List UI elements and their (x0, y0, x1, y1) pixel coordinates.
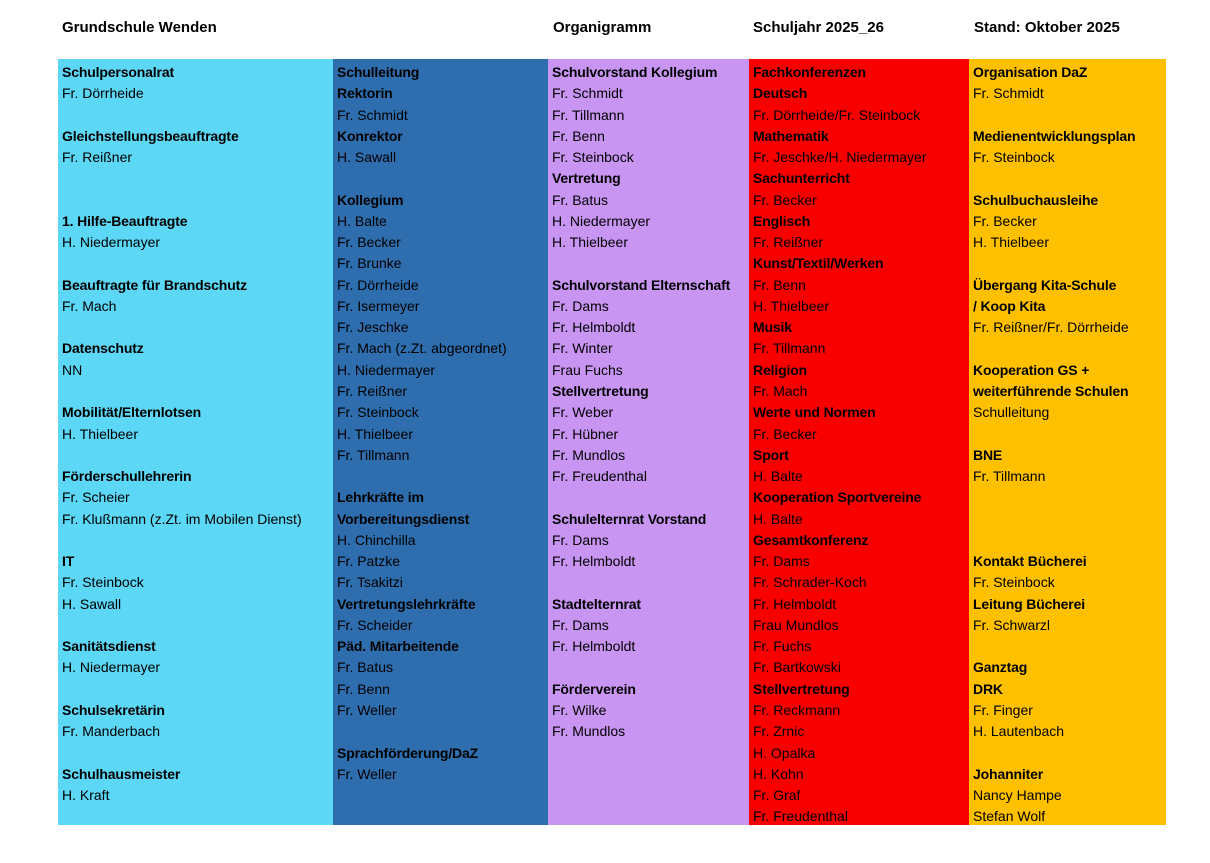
blank-line (62, 105, 329, 126)
section-heading: Organisation DaZ (973, 64, 1088, 80)
person-name: Nancy Hampe (973, 787, 1062, 804)
person-name: Fr. Weller (337, 765, 397, 782)
section-heading: Johanniter (973, 765, 1044, 782)
section-heading: Schulleitung (337, 64, 420, 80)
section-heading: Schulelternrat Vorstand (552, 510, 707, 527)
person-name: Fr. Mach (z.Zt. abgeordnet) (337, 340, 507, 357)
column-fachkonferenzen (749, 59, 969, 825)
person-name: Fr. Dams (753, 553, 810, 570)
blank-line (62, 530, 329, 551)
section-heading: IT (62, 553, 75, 570)
section-heading: Englisch (753, 212, 811, 229)
person-name: Fr. Steinbock (337, 404, 419, 421)
person-name: Fr. Zrnic (753, 723, 805, 740)
blank-line (62, 615, 329, 636)
section-heading: 1. Hilfe-Beauftragte (62, 212, 188, 229)
blank-line (552, 806, 745, 825)
person-name: Schulleitung (973, 404, 1050, 421)
blank-line (973, 253, 1162, 274)
person-name: Fr. Mundlos (552, 446, 626, 463)
section-heading: Lehrkräfte im (337, 489, 424, 506)
section-heading: Beauftragte für Brandschutz (62, 276, 247, 293)
person-name: Fr. Bartkowski (753, 659, 841, 676)
person-name: H. Kraft (62, 787, 110, 804)
person-name: Fr. Steinbock (973, 149, 1055, 166)
blank-line (552, 572, 745, 593)
blank-line (337, 168, 544, 189)
person-name: Fr. Dörrheide (62, 85, 144, 102)
person-name: Fr. Jeschke/H. Niedermayer (753, 149, 927, 166)
section-heading: Schulbuchausleihe (973, 191, 1099, 208)
section-heading: Schulvorstand Elternschaft (552, 276, 731, 293)
person-name: Fr. Klußmann (z.Zt. im Mobilen Dienst) (62, 510, 302, 527)
column-organisation (969, 59, 1166, 825)
section-heading: Förderschullehrerin (62, 468, 192, 485)
person-name: Fr. Helmboldt (552, 638, 636, 655)
person-name: Fr. Steinbock (973, 574, 1055, 591)
blank-line (973, 487, 1162, 508)
section-heading: Sanitätsdienst (62, 638, 156, 655)
section-heading: Konrektor (337, 127, 403, 144)
person-name: Fr. Reißner/Fr. Dörrheide (973, 319, 1129, 336)
column-schulleitung-kollegium (333, 59, 548, 825)
section-heading: Mathematik (753, 127, 829, 144)
person-name: Fr. Helmboldt (552, 553, 636, 570)
person-name: Fr. Steinbock (552, 149, 634, 166)
blank-line (62, 381, 329, 402)
person-name: Fr. Manderbach (62, 723, 161, 740)
person-name: Fr. Patzke (337, 553, 401, 570)
person-name: Fr. Scheider (337, 616, 413, 633)
section-heading: Fachkonferenzen (753, 64, 866, 80)
section-heading: Sport (753, 446, 789, 463)
person-name: Fr. Dams (552, 297, 609, 314)
blank-line (62, 190, 329, 211)
section-heading: Leitung Bücherei (973, 595, 1085, 612)
section-heading: Schulhausmeister (62, 765, 181, 782)
column-beauftragte (58, 59, 333, 825)
person-name: Fr. Steinbock (62, 574, 144, 591)
blank-line (973, 530, 1162, 551)
blank-line (62, 253, 329, 274)
person-name: Fr. Batus (337, 659, 394, 676)
blank-line (973, 338, 1162, 359)
person-name: H. Thielbeer (62, 425, 139, 442)
person-name: H. Niedermayer (62, 659, 161, 676)
blank-line (552, 253, 745, 274)
section-heading: Werte und Normen (753, 404, 876, 421)
page-title: Organigramm (553, 19, 652, 36)
section-heading: Musik (753, 319, 792, 336)
person-name: Fr. Graf (753, 787, 801, 804)
section-heading: Deutsch (753, 85, 808, 102)
person-name: Fr. Mach (62, 297, 117, 314)
person-name: H. Chinchilla (337, 531, 416, 548)
blank-line (62, 743, 329, 764)
blank-line (337, 806, 544, 825)
section-heading: Stellvertretung (552, 382, 649, 399)
person-name: Fr. Jeschke (337, 319, 409, 336)
blank-line (973, 424, 1162, 445)
section-heading: Vertretung (552, 170, 621, 187)
person-name: Fr. Tsakitzi (337, 574, 403, 591)
section-heading: Stadtelternrat (552, 595, 641, 612)
person-name: Fr. Benn (337, 680, 390, 697)
section-heading: Vorbereitungsdienst (337, 510, 470, 527)
blank-line (973, 509, 1162, 530)
person-name: Fr. Weber (552, 404, 614, 421)
person-name: Fr. Schmidt (552, 85, 623, 102)
person-name: Fr. Brunke (337, 255, 402, 272)
blank-line (62, 317, 329, 338)
person-name: Fr. Reckmann (753, 701, 841, 718)
person-name: Fr. Reißner (753, 234, 824, 251)
person-name: Fr. Schmidt (973, 85, 1044, 102)
section-heading: Sprachförderung/DaZ (337, 744, 479, 761)
blank-line (973, 105, 1162, 126)
blank-line (62, 445, 329, 466)
section-heading: Kontakt Bücherei (973, 553, 1087, 570)
person-name: Fr. Tillmann (753, 340, 826, 357)
blank-line (337, 721, 544, 742)
section-heading: Kollegium (337, 191, 404, 208)
person-name: Fr. Becker (337, 234, 401, 251)
person-name: Fr. Reißner (62, 149, 133, 166)
blank-line (62, 806, 329, 825)
person-name: Fr. Dams (552, 531, 609, 548)
person-name: Fr. Becker (973, 212, 1037, 229)
person-name: Fr. Schwarzl (973, 616, 1051, 633)
person-name: Fr. Wilke (552, 701, 607, 718)
person-name: H. Kohn (753, 765, 804, 782)
person-name: Fr. Scheier (62, 489, 130, 506)
section-heading: / Koop Kita (973, 297, 1046, 314)
blank-line (62, 168, 329, 189)
school-year-label: Schuljahr 2025_26 (753, 19, 884, 36)
person-name: Fr. Finger (973, 701, 1033, 718)
person-name: Fr. Weller (337, 701, 397, 718)
person-name: H. Balte (337, 212, 387, 229)
person-name: Frau Fuchs (552, 361, 623, 378)
person-name: Fr. Schmidt (337, 106, 408, 123)
person-name: Fr. Becker (753, 425, 817, 442)
person-name: Fr. Freudenthal (552, 468, 647, 485)
person-name: Fr. Dams (552, 616, 609, 633)
person-name: H. Niedermayer (62, 234, 161, 251)
blank-line (973, 743, 1162, 764)
blank-line (973, 636, 1162, 657)
person-name: H. Opalka (753, 744, 816, 761)
section-heading: Förderverein (552, 680, 636, 697)
section-heading: Rektorin (337, 85, 393, 102)
person-name: Fr. Isermeyer (337, 297, 420, 314)
person-name: Fr. Hübner (552, 425, 619, 442)
section-heading: Medienentwicklungsplan (973, 127, 1136, 144)
section-heading: Mobilität/Elternlotsen (62, 404, 202, 421)
person-name: Fr. Mach (753, 382, 808, 399)
blank-line (337, 466, 544, 487)
person-name: NN (62, 361, 83, 378)
person-name: H. Thielbeer (337, 425, 414, 442)
section-heading: Schulsekretärin (62, 701, 165, 718)
person-name: H. Thielbeer (973, 234, 1050, 251)
person-name: Fr. Tillmann (337, 446, 410, 463)
person-name: Fr. Batus (552, 191, 609, 208)
person-name: Fr. Reißner (337, 382, 408, 399)
person-name: Fr. Becker (753, 191, 817, 208)
person-name: H. Thielbeer (552, 234, 629, 251)
section-heading: Sachunterricht (753, 170, 850, 187)
person-name: Fr. Benn (753, 276, 806, 293)
person-name: Frau Mundlos (753, 616, 839, 633)
section-heading: BNE (973, 446, 1003, 463)
blank-line (337, 785, 544, 806)
person-name: H. Balte (753, 468, 803, 485)
person-name: Fr. Schrader-Koch (753, 574, 867, 591)
person-name: Stefan Wolf (973, 808, 1046, 825)
person-name: H. Sawall (337, 149, 397, 166)
blank-line (973, 168, 1162, 189)
section-heading: Schulpersonalrat (62, 64, 174, 80)
column-gremien (548, 59, 749, 825)
section-heading: Gesamtkonferenz (753, 531, 869, 548)
section-heading: Päd. Mitarbeitende (337, 638, 459, 655)
section-heading: Kunst/Textil/Werken (753, 255, 884, 272)
section-heading: Stellvertretung (753, 680, 850, 697)
section-heading: Schulvorstand Kollegium (552, 64, 718, 80)
person-name: Fr. Benn (552, 127, 605, 144)
blank-line (552, 657, 745, 678)
blank-line (62, 679, 329, 700)
person-name: H. Lautenbach (973, 723, 1065, 740)
blank-line (552, 487, 745, 508)
section-heading: Kooperation Sportvereine (753, 489, 922, 506)
section-heading: Religion (753, 361, 808, 378)
section-heading: DRK (973, 680, 1003, 697)
person-name: Fr. Dörrheide (337, 276, 419, 293)
blank-line (552, 743, 745, 764)
section-heading: Kooperation GS + (973, 361, 1090, 378)
person-name: Fr. Dörrheide/Fr. Steinbock (753, 106, 921, 123)
section-heading: Vertretungslehrkräfte (337, 595, 476, 612)
status-date-label: Stand: Oktober 2025 (974, 19, 1120, 36)
person-name: H. Niedermayer (337, 361, 436, 378)
blank-line (552, 764, 745, 785)
section-heading: Gleichstellungsbeauftragte (62, 127, 239, 144)
person-name: Fr. Mundlos (552, 723, 626, 740)
section-heading: Übergang Kita-Schule (973, 276, 1117, 293)
person-name: Fr. Fuchs (753, 638, 812, 655)
section-heading: weiterführende Schulen (973, 382, 1129, 399)
person-name: H. Niedermayer (552, 212, 651, 229)
person-name: Fr. Helmboldt (753, 595, 837, 612)
section-heading: Datenschutz (62, 340, 144, 357)
person-name: Fr. Tillmann (973, 468, 1046, 485)
blank-line (552, 785, 745, 806)
person-name: H. Thielbeer (753, 297, 830, 314)
person-name: H. Sawall (62, 595, 122, 612)
person-name: Fr. Freudenthal (753, 808, 848, 825)
person-name: Fr. Tillmann (552, 106, 625, 123)
section-heading: Ganztag (973, 659, 1028, 676)
person-name: Fr. Helmboldt (552, 319, 636, 336)
person-name: Fr. Winter (552, 340, 613, 357)
school-name: Grundschule Wenden (62, 19, 217, 36)
person-name: H. Balte (753, 510, 803, 527)
